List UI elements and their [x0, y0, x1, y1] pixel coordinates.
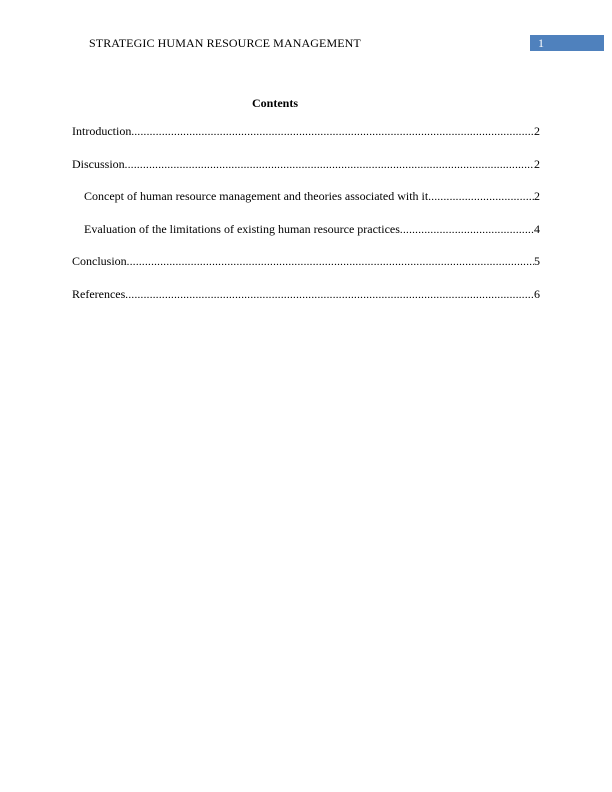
toc-entry-page: 2: [534, 156, 540, 171]
toc-entry-label: Discussion: [72, 156, 125, 171]
running-header-title: STRATEGIC HUMAN RESOURCE MANAGEMENT: [89, 36, 361, 50]
toc-entry-label: Conclusion: [72, 254, 127, 268]
toc-entry-evaluation[interactable]: [72, 222, 540, 236]
toc-dot-leader: [428, 190, 534, 204]
toc-dot-leader: [127, 255, 534, 269]
toc-entry-page: 2: [534, 189, 540, 203]
table-of-contents: [72, 124, 540, 319]
toc-entry-discussion[interactable]: [72, 157, 540, 171]
toc-entry-page: 6: [534, 286, 540, 301]
toc-entry-label: Evaluation of the limitations of existing human resource practices: [84, 221, 400, 236]
toc-heading: Contents: [251, 96, 298, 110]
toc-entry-concept[interactable]: [72, 189, 540, 203]
toc-dot-leader: [125, 288, 534, 302]
toc-entry-introduction[interactable]: [72, 124, 540, 138]
toc-dot-leader: [125, 158, 534, 172]
toc-dot-leader: [400, 223, 534, 237]
page-number-badge: [530, 35, 604, 51]
toc-entry-references[interactable]: [72, 287, 540, 301]
toc-entry-label: Introduction: [72, 124, 132, 138]
toc-entry-page: 4: [534, 221, 540, 236]
toc-entry-page: 2: [534, 124, 540, 138]
toc-dot-leader: [131, 125, 534, 139]
toc-entry-label: Concept of human resource management and theories associated with it: [84, 189, 429, 203]
toc-entry-page: 5: [534, 254, 540, 268]
page-number: 1: [538, 36, 544, 50]
toc-entry-conclusion[interactable]: [72, 254, 540, 268]
toc-entry-label: References: [72, 286, 126, 301]
